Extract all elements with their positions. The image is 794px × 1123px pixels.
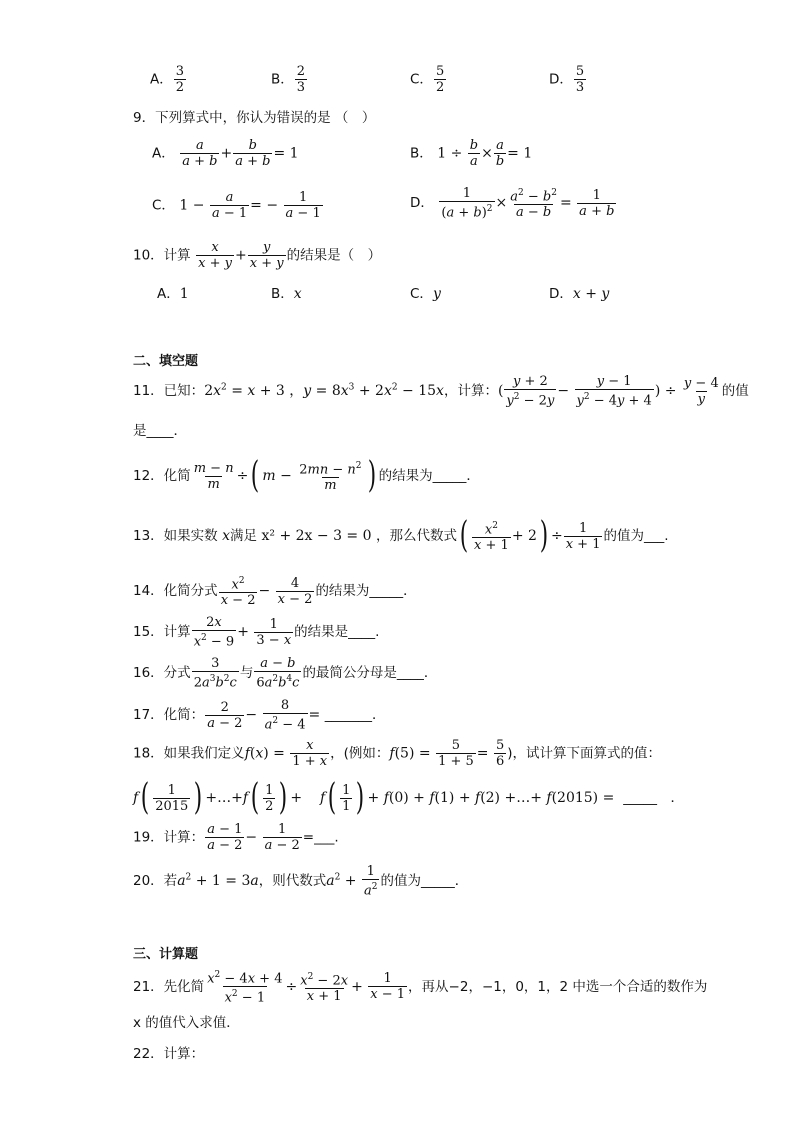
q15: 15．计算 $\frac{2x}{x^2 - 9}$ + $\frac{1}{3 - x}$ 的结果是____. [133, 615, 380, 650]
q9-stem: 9．下列算式中，你认为错误的是 （ ） [133, 110, 376, 126]
q13: 13．如果实数 x满足 x² + 2x − 3 = 0 ，那么代数式( $\frac{x^2}{x + 1}$ + 2) ÷ $\frac{1}{x + 1}$ 的值为___. [133, 515, 669, 556]
q14: 14．化简分式 $\frac{x^2}{x - 2}$ − $\frac{4}{x - 2}$ 的结果为_____． [133, 575, 417, 609]
q9-option-a[interactable]: A． $\frac{a}{a + b}$ + $\frac{b}{a + b}$ = 1 [152, 138, 299, 169]
q21: 21．先化简 $\frac{x^2 - 4x + 4}{x^2 - 1}$ ÷ $\frac{x^2 - 2x}{x + 1}$ + $\frac{1}{x - 1}$ ，再从−2，−1，0，1，2 中选一个合适的数作为 [133, 970, 708, 1006]
q19: 19．计算： $\frac{a - 1}{a - 2}$ − $\frac{1}{a - 2}$ =___. [133, 822, 339, 853]
q8-option-a[interactable]: A． $\frac{3}{2}$ [150, 64, 185, 95]
q9-option-b[interactable]: B． 1 ÷ $\frac{b}{a}$ × $\frac{a}{b}$ = 1 [410, 138, 533, 169]
section-calc-heading: 三、计算题 [133, 947, 199, 962]
q8-option-c[interactable]: C． $\frac{5}{2}$ [410, 64, 445, 95]
q10-option-c[interactable]: C．y [410, 286, 441, 302]
q9-option-d[interactable]: D． $\frac{1}{(a + b)^2}$ × $\frac{a^2 - b^2}{a - b}$ = $\frac{1}{a + b}$ [410, 186, 615, 221]
q9-option-c[interactable]: C． 1 − $\frac{a}{a - 1}$ = − $\frac{1}{a - 1}$ [152, 190, 321, 221]
q16: 16．分式 $\frac{3}{2a^3b^2c}$ 与 $\frac{a - b}{6a^2b^4c}$ 的最简公分母是____． [133, 656, 438, 691]
q11: 11．已知：$2x^2 = x + 3$ ，$y = 8x^3 + 2x^2 - 15x$，计算：( $\frac{y + 2}{y^2 - 2y}$ − $\frac{y - 1}{y^2 - 4y + 4}$ ) ÷ $\frac{y - 4}{y}$ 的值 [133, 374, 749, 409]
q10-option-b[interactable]: B．x [271, 286, 302, 302]
q18: 18．如果我们定义f(x) = $\frac{x}{1 + x}$ ，(例如：f(5) = $\frac{5}{1 + 5}$ = $\frac{5}{6}$ )，试计算下面算式的值： [133, 738, 662, 769]
section-fill-in-heading: 二、填空题 [133, 354, 199, 369]
q11-line2: 是____． [133, 423, 187, 439]
q8-options [0, 64, 794, 104]
q18-expression: f( $\frac{1}{2015}$ ) +…+f( $\frac{1}{2}$ ) + f( $\frac{1}{1}$ ) + f(0) + f(1) + f(2) +…+ f(2015) = _____ ． [133, 777, 684, 818]
q10-option-a[interactable]: A．1 [157, 286, 189, 302]
q10-option-d[interactable]: D．x + y [549, 286, 610, 302]
q10-options [0, 284, 794, 324]
q10-stem: 10．计算 $\frac{x}{x + y}$ + $\frac{y}{x + y}$ 的结果是（ ） [133, 240, 382, 271]
q12: 12．化简 $\frac{m - n}{m}$ ÷( m − $\frac{2mn - n^2}{m}$ ) 的结果为_____． [133, 455, 480, 496]
q8-option-d[interactable]: D． $\frac{5}{3}$ [549, 64, 585, 95]
q20: 20．若$a^2 + 1 = 3a$，则代数式$a^2$ + $\frac{1}{a^2}$ 的值为_____． [133, 864, 469, 899]
q21-line2: x 的值代入求值． [133, 1015, 240, 1031]
q17: 17．化简： $\frac{2}{a - 2}$ − $\frac{8}{a^2 - 4}$ = _______． [133, 698, 386, 733]
q8-option-b[interactable]: B． $\frac{2}{3}$ [271, 64, 306, 95]
q22: 22．计算： [133, 1046, 205, 1062]
